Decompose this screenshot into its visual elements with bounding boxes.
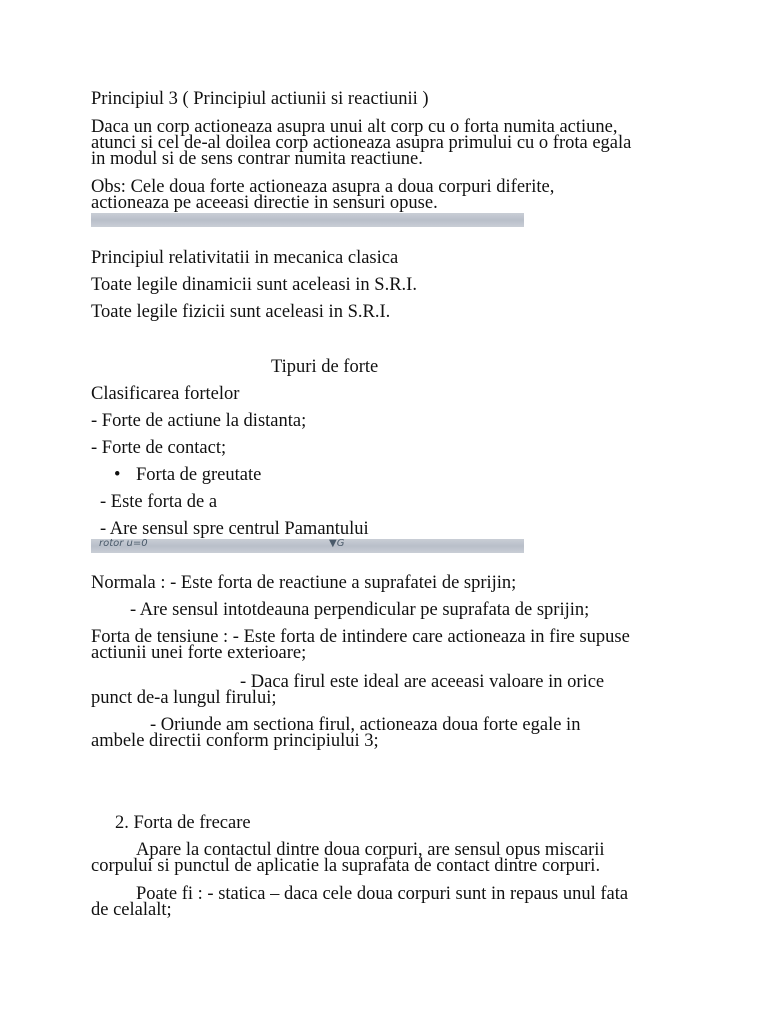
scanned-image-strip-1 xyxy=(91,213,524,227)
force-types-heading: Tipuri de forte xyxy=(271,357,379,377)
gravity-force-item: Forta de greutate xyxy=(136,465,262,485)
relativity-title: Principiul relativitatii in mecanica clasica xyxy=(91,248,399,268)
gravity-sub-item-2: - Are sensul spre centrul Pamantului xyxy=(100,519,369,539)
tension-force-line-6: ambele directii conform principiului 3; xyxy=(91,731,379,751)
relativity-line-1: Toate legile dinamicii sunt aceleasi in S.R.I. xyxy=(91,275,417,295)
friction-text-line-2: corpului si punctul de aplicatie la suprafata de contact dintre corpuri. xyxy=(91,856,601,876)
handwritten-note-2: ▼G xyxy=(329,539,345,549)
force-classification: Clasificarea fortelor xyxy=(91,384,240,404)
principle-3-title: Principiul 3 ( Principiul actiunii si reactiunii ) xyxy=(91,89,429,109)
force-item-distance: - Forte de actiune la distanta; xyxy=(91,411,307,431)
normal-force-line-2: - Are sensul intotdeauna perpendicular pe suprafata de sprijin; xyxy=(130,600,590,620)
friction-types-line-1: Poate fi : - statica – daca cele doua corpuri sunt in repaus unul fata xyxy=(136,884,629,904)
scanned-image-strip-2 xyxy=(91,539,524,553)
tension-force-line-3: - Daca firul este ideal are aceeasi valoare in orice xyxy=(240,672,605,692)
force-item-contact: - Forte de contact; xyxy=(91,438,227,458)
tension-force-line-4: punct de-a lungul firului; xyxy=(91,688,277,708)
observation-line-1: Obs: Cele doua forte actioneaza asupra a doua corpuri diferite, xyxy=(91,177,555,197)
bullet-icon: • xyxy=(114,465,121,485)
principle-3-text-line-2: atunci si cel de-al doilea corp actioneaza asupra primului cu o frota egala xyxy=(91,133,632,153)
principle-3-text-line-1: Daca un corp actioneaza asupra unui alt corp cu o forta numita actiune, xyxy=(91,117,618,137)
observation-line-2: actioneaza pe aceeasi directie in sensuri opuse. xyxy=(91,193,438,213)
tension-force-line-1: Forta de tensiune : - Este forta de intindere care actioneaza in fire supuse xyxy=(91,627,630,647)
handwritten-note-1: rotor u=0 xyxy=(99,539,148,549)
tension-force-line-5: - Oriunde am sectiona firul, actioneaza doua forte egale in xyxy=(150,715,581,735)
gravity-sub-item-1: - Este forta de a xyxy=(100,492,218,512)
normal-force-line-1: Normala : - Este forta de reactiune a suprafatei de sprijin; xyxy=(91,573,517,593)
principle-3-text-line-3: in modul si de sens contrar numita reactiune. xyxy=(91,149,423,169)
tension-force-line-2: actiunii unei forte exterioare; xyxy=(91,643,307,663)
friction-text-line-1: Apare la contactul dintre doua corpuri, are sensul opus miscarii xyxy=(136,840,605,860)
relativity-line-2: Toate legile fizicii sunt aceleasi in S.R.I. xyxy=(91,302,391,322)
friction-types-line-2: de celalalt; xyxy=(91,900,172,920)
friction-title: 2. Forta de frecare xyxy=(115,813,251,833)
